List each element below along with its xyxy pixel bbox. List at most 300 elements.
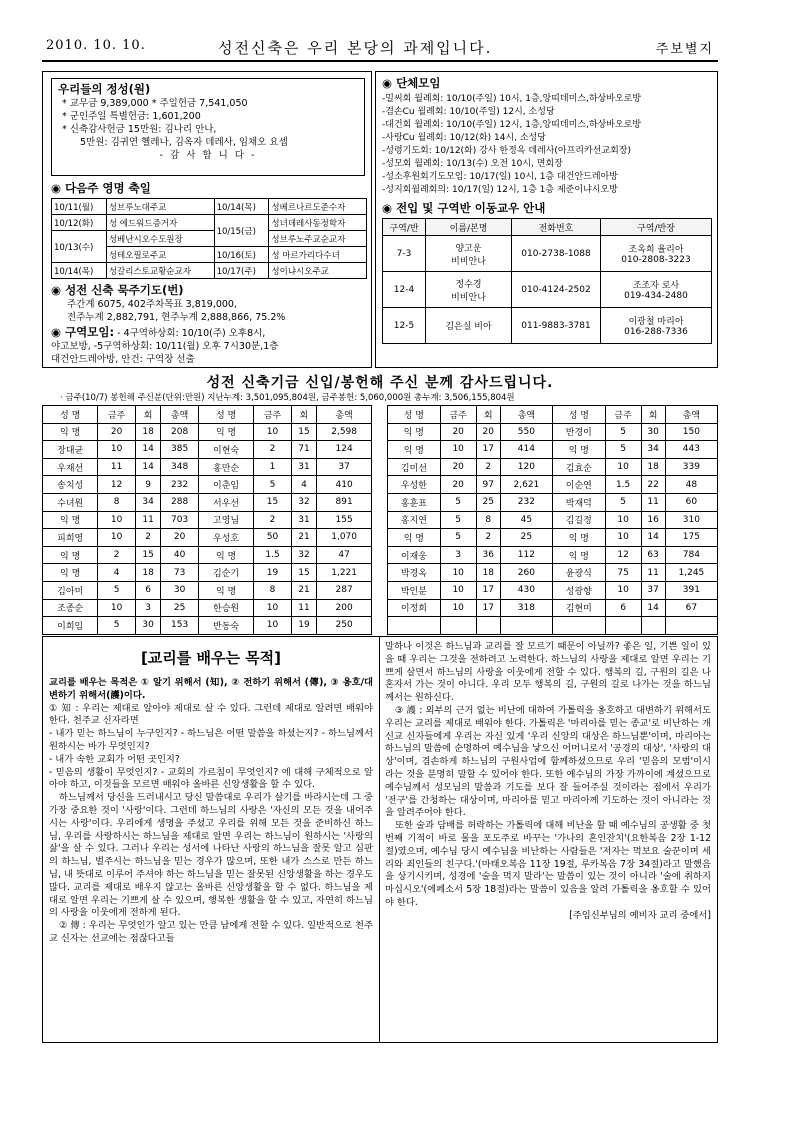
fund-cell: 22: [641, 476, 665, 494]
fund-cell: 12: [605, 546, 641, 564]
fund-cell: 11: [98, 458, 136, 476]
fund-table-right: [387, 405, 718, 635]
fund-summary: · 금주(10/7) 봉헌해 주신분(단위:만원) 지난누계: 3,501,095,804원, 금주봉헌: 5,060,000원 총누계: 3,506,155,804원: [60, 393, 515, 403]
col-header: 총액: [161, 406, 199, 424]
fund-cell: 5: [605, 493, 641, 511]
fund-cell: [665, 617, 717, 635]
article-paragraph: - 믿음의 생활이 무엇인지? - 교회의 가르침이 무엇인지? 에 대해 구체적으로 알아야 하고, 이것들을 모르면 배워야 올바른 신앙생활을 할 수 있다.: [49, 766, 373, 791]
table-row: [43, 529, 372, 547]
fund-cell: 김길정: [552, 511, 605, 529]
feast-saint: 성베난시오수도원장: [106, 231, 214, 247]
district-line: - 4구역하상회: 10/10(주) 오후8시,: [117, 328, 266, 339]
fund-cell: 박경옥: [388, 564, 441, 582]
table-row: [388, 476, 718, 494]
fund-cell: 71: [291, 441, 316, 459]
fund-cell: 2: [476, 529, 500, 547]
feast-date: 10/12(화): [52, 215, 107, 231]
fund-cell: 30: [641, 423, 665, 441]
fund-cell: 20: [440, 458, 476, 476]
move-leader: 조옥희 율리아: [628, 245, 684, 255]
feast-saint: 성브루노주교순교자: [269, 231, 367, 247]
fund-cell: 153: [161, 617, 199, 635]
fund-cell: 11: [641, 564, 665, 582]
offerings-box: [51, 78, 365, 176]
bullet-icon: ◉: [51, 325, 62, 339]
article-paragraph: 하느님께서 당신을 드러내시고 당신 말씀대로 우리가 살기를 바라시는데 그 중 가장 중요한 것이 '사랑'이다. 그런데 하느님의 사랑은 '자신의 모든 것을 내어주시는 사랑'이다. 우리에게 생명을 주셨고 우리를 위해 모든 것을 준비하신 하느님, 우리를 사랑하시는 하느님을 제대로 알면 우리는 하느님이 원하시는 '사랑의 삶'을 살 수 있다. 그러나 우리는 성서에 나타난 사랑의 하느님을 잘못 알고 심판의 하느님, 벌주시는 하느님을 믿는 경우가 많으며, 또한 내가 스스로 만든 하느님, 내 뜻대로 이루어 주셔야 하는 하느님을 믿는 잘못된 신앙생활을 하는 경우도 많다. 교리를 제대로 배우지 않고는 올바른 신앙생활을 할 수 없다. 하느님을 제대로 알면 우리는 기쁘게 살 수 있으며, 행복한 생활을 할 수 있고, 자연히 하느님의 사랑을 이웃에게 전하게 된다.: [49, 792, 373, 919]
fund-cell: 14: [135, 441, 160, 459]
fund-cell: 410: [317, 476, 372, 494]
table-row: [43, 441, 372, 459]
fund-cell: 익 명: [388, 441, 441, 459]
fund-cell: 2: [254, 441, 292, 459]
feast-date: 10/13(수): [52, 231, 107, 263]
fund-cell: 익 명: [388, 423, 441, 441]
fund-table-left: [42, 405, 372, 635]
table-row: [43, 599, 372, 617]
fund-cell: 11: [641, 493, 665, 511]
groups-title: 단체모임: [396, 76, 441, 90]
fund-cell: 21: [291, 529, 316, 547]
table-row: [43, 423, 372, 441]
feast-saint: 성 마르가리다수녀: [269, 247, 367, 263]
table-row: [388, 423, 718, 441]
fund-cell: 20: [440, 476, 476, 494]
table-row: [43, 564, 372, 582]
fund-cell: 5: [440, 493, 476, 511]
fund-cell: [440, 617, 476, 635]
move-baptism-name: 비비안나: [451, 256, 486, 267]
fund-cell: 250: [317, 617, 372, 635]
move-leader-phone: 010-2808-3223: [621, 255, 691, 265]
district-title: 구역모임:: [65, 325, 115, 339]
move-leader: 조조자 로사: [632, 281, 680, 291]
fund-cell: 이희임: [43, 617, 98, 635]
fund-cell: 150: [665, 423, 717, 441]
fund-cell: 5: [98, 617, 136, 635]
fund-cell: 4: [98, 564, 136, 582]
bullet-icon: ◉: [382, 76, 393, 90]
fund-cell: 287: [317, 581, 372, 599]
offering-line: * 군인주일 특별헌금: 1,601,200: [62, 111, 201, 122]
fund-cell: 10: [98, 511, 136, 529]
table-row: [388, 511, 718, 529]
col-header: 금주: [605, 406, 641, 424]
fund-title: 성전 신축기금 신입/봉헌해 주신 분께 감사드립니다.: [206, 375, 554, 391]
feast-date: 10/15(금): [214, 215, 269, 247]
article-paragraph: - 내가 속한 교회가 어떤 곳인지?: [49, 753, 180, 765]
col-header: 전화번호: [512, 219, 601, 236]
fund-cell: 고영님: [198, 511, 253, 529]
fund-cell: 348: [161, 458, 199, 476]
feast-date: 10/16(토): [214, 247, 269, 263]
fund-cell: 익 명: [198, 581, 253, 599]
fund-cell: 67: [665, 599, 717, 617]
fund-cell: 익 명: [198, 546, 253, 564]
table-row: [388, 617, 718, 635]
fund-cell: 208: [161, 423, 199, 441]
bulletin-tag: 주보별지: [655, 42, 714, 57]
fund-cell: 피희영: [43, 529, 98, 547]
fund-cell: 5: [605, 441, 641, 459]
fund-cell: 한승원: [198, 599, 253, 617]
group-meeting: -성지회월례회의: 10/17(일) 12시, 1층 1층 제준이냐시오방: [382, 185, 618, 195]
fund-cell: [552, 617, 605, 635]
fund-cell: 12: [98, 476, 136, 494]
fund-cell: 1,245: [665, 564, 717, 582]
table-row: [43, 511, 372, 529]
fund-cell: 30: [161, 581, 199, 599]
fund-cell: 10: [440, 441, 476, 459]
fund-cell: 우성한: [388, 476, 441, 494]
article-intro: 교리를 배우는 목적은 ① 알기 위해서 (知), ② 전하기 위해서 (傳), ③ 옹호/대변하기 위해서(護)이다.: [49, 677, 373, 701]
group-meeting: -대건회 월례회: 10/10(주일) 12시, 1층,앙띠데미스,하상바오로방: [382, 120, 642, 130]
fund-cell: 50: [254, 529, 292, 547]
fund-cell: 2: [254, 511, 292, 529]
fund-cell: 윤광식: [552, 564, 605, 582]
table-row: [388, 441, 718, 459]
feast-date: 10/14(목): [52, 263, 107, 279]
fund-cell: 32: [291, 546, 316, 564]
col-header: 총액: [500, 406, 552, 424]
offering-line: - 감 사 합 니 다 -: [159, 150, 257, 161]
fund-cell: 조종순: [43, 599, 98, 617]
col-header: 회: [291, 406, 316, 424]
fund-cell: 15: [254, 493, 292, 511]
moves-table: [382, 218, 712, 344]
article-paragraph: 또한 술과 담배를 허락하는 가톨릭에 대해 비난을 할 때 예수님의 공생활 중 첫 번째 기적이 바로 물을 포도주로 바꾸는 '가나의 혼인잔치'(요한복음 2장 1-12절)였으며, 예수님 당시 예수님을 비난하는 사람들은 '저자는 먹보요 술꾼이며 세리와 죄인들의 친구다.'(마태오복음 11장 19절, 루카복음 7장 34절)라고 말했음을 상기시키며, 성경에 '술을 먹지 말라'는 말씀이 있는 것이 아니라 '술에 취하지 마십시오'(에페소서 5장 18절)라는 말씀이 있음을 알려 가톨릭을 옹호할 수 있어야 한다.: [385, 820, 711, 908]
fund-cell: 6: [605, 599, 641, 617]
fund-cell: 9: [135, 476, 160, 494]
feast-title: 다음주 영명 축일: [65, 181, 151, 195]
feast-date: 10/14(목): [214, 199, 269, 215]
col-header: 총액: [317, 406, 372, 424]
fund-cell: 우재선: [43, 458, 98, 476]
fund-cell: 5: [440, 529, 476, 547]
fund-cell: 2: [98, 546, 136, 564]
fund-cell: 430: [500, 581, 552, 599]
fund-cell: 200: [317, 599, 372, 617]
fund-cell: 박재덕: [552, 493, 605, 511]
move-name: 김은실 비아: [445, 322, 492, 332]
fund-cell: 6: [135, 581, 160, 599]
fund-cell: 익 명: [198, 423, 253, 441]
fund-cell: 17: [476, 441, 500, 459]
feast-saint: 성 에드워드증거자: [106, 215, 214, 231]
fund-cell: 124: [317, 441, 372, 459]
fund-cell: 김미선: [388, 458, 441, 476]
group-meeting: -성소후원회기도모임: 10/17(일) 10시, 1층 대건안드레아방: [382, 172, 618, 182]
fund-cell: 10: [254, 599, 292, 617]
fund-cell: 장대균: [43, 441, 98, 459]
fund-cell: 5: [254, 476, 292, 494]
fund-cell: 18: [135, 564, 160, 582]
right-info-box: [375, 71, 718, 368]
move-baptism-name: 비비안나: [451, 292, 486, 303]
fund-cell: 10: [605, 458, 641, 476]
group-meeting: -밀씨회 월례회: 10/10(주일) 10시, 1층,앙띠데미스,하상바오로방: [382, 94, 642, 104]
fund-cell: 318: [500, 599, 552, 617]
table-row: [43, 617, 372, 635]
fund-cell: 10: [440, 599, 476, 617]
move-district: 12-4: [383, 272, 426, 308]
fund-cell: 34: [641, 441, 665, 459]
fund-cell: 익 명: [552, 546, 605, 564]
fund-cell: 36: [476, 546, 500, 564]
col-header: 금주: [440, 406, 476, 424]
fund-cell: 홍훈표: [388, 493, 441, 511]
fund-cell: 14: [135, 458, 160, 476]
fund-cell: 10: [605, 511, 641, 529]
fund-cell: 8: [254, 581, 292, 599]
move-name: 양고운: [455, 243, 482, 254]
fund-cell: 18: [135, 423, 160, 441]
fund-cell: 48: [665, 476, 717, 494]
article-box: [42, 636, 718, 1043]
rosary-line: 전주누계 2,882,791, 현주누계 2,888,866, 75.2%: [67, 312, 286, 323]
fund-cell: 19: [291, 617, 316, 635]
fund-cell: 20: [440, 423, 476, 441]
fund-cell: 703: [161, 511, 199, 529]
fund-cell: 19: [254, 564, 292, 582]
table-row: [388, 581, 718, 599]
col-header: 회: [135, 406, 160, 424]
col-header: 회: [476, 406, 500, 424]
fund-cell: 15: [291, 564, 316, 582]
fund-cell: 김효순: [552, 458, 605, 476]
table-row: [388, 493, 718, 511]
fund-cell: 17: [476, 599, 500, 617]
table-row: [43, 581, 372, 599]
fund-cell: 김아미: [43, 581, 98, 599]
fund-cell: 박인분: [388, 581, 441, 599]
move-name: 정수경: [455, 279, 482, 290]
fund-cell: 16: [641, 511, 665, 529]
article-title: [교리를 배우는 목적]: [140, 649, 282, 667]
fund-cell: 반동숙: [198, 617, 253, 635]
table-row: [388, 599, 718, 617]
fund-cell: 14: [641, 599, 665, 617]
fund-cell: 175: [665, 529, 717, 547]
page-header: [42, 32, 718, 62]
fund-cell: 이재웅: [388, 546, 441, 564]
col-header: 성 명: [198, 406, 253, 424]
feast-date: 10/11(월): [52, 199, 107, 215]
feast-saint: 성베르나르도준수자: [269, 199, 367, 215]
moves-title: 전입 및 구역반 이동교우 안내: [396, 201, 546, 215]
fund-cell: 31: [291, 511, 316, 529]
fund-cell: 익 명: [43, 564, 98, 582]
fund-cell: 232: [161, 476, 199, 494]
fund-cell: 4: [291, 476, 316, 494]
fund-cell: 5: [605, 423, 641, 441]
col-header: 금주: [254, 406, 292, 424]
bullet-icon: ◉: [382, 201, 393, 215]
fund-cell: 37: [641, 581, 665, 599]
group-meeting: -사랑Cu 월례회: 10/12(화) 14시, 소성당: [382, 133, 546, 143]
col-header: 성 명: [43, 406, 98, 424]
col-header: 금주: [98, 406, 136, 424]
group-meeting: -성령기도회: 10/12(화) 강사 한정옥 데레사(아프리카선교회장): [382, 146, 631, 156]
fund-cell: 익 명: [43, 511, 98, 529]
move-district: 12-5: [383, 308, 426, 344]
fund-cell: 1: [254, 458, 292, 476]
fund-cell: 10: [254, 423, 292, 441]
fund-cell: [388, 617, 441, 635]
fund-cell: 1,070: [317, 529, 372, 547]
fund-cell: 이순연: [552, 476, 605, 494]
col-header: 성 명: [552, 406, 605, 424]
fund-cell: 97: [476, 476, 500, 494]
group-meeting: -성모회 월례회: 10/13(수) 오전 10시, 면회장: [382, 159, 563, 169]
article-paragraph: ③ 護 : 외부의 근거 없는 비난에 대하여 가톨릭을 옹호하고 대변하기 위해서도 우리는 교리를 제대로 배워야 한다. 가톨릭은 '마리아를 믿는 종교'로 비난하는 개신교 신자들에게 우리는 자신 있게 '우리 신앙의 대상은 하느님뿐'이며, 마리아는 하느님의 말씀에 순명하여 예수님을 낳으신 어머니로서 '공경의 대상', '사랑의 대상'이며, 겸손하게 하느님의 구원사업에 함께하셨으므로 우리 '믿음의 모범'이시라는 것을 분명히 말할 수 있어야 한다. 또한 예수님의 가장 가까이에 계셨으므로 예수님께서 성모님의 말씀과 기도를 보다 잘 들어주실 것이라는 점에서 우리가 '전구'를 간청하는 대상이며, 마리아를 믿고 마리아께 기도하는 것이 아니라는 것을 알려주어야 한다.: [385, 704, 711, 819]
table-row: [388, 529, 718, 547]
fund-cell: 73: [161, 564, 199, 582]
offering-line: 5만원: 김귀연 헬레나, 김옥자 데레사, 임채오 요셉: [80, 137, 288, 148]
fund-cell: 2,598: [317, 423, 372, 441]
fund-cell: 40: [161, 546, 199, 564]
fund-cell: 414: [500, 441, 552, 459]
table-row: [43, 493, 372, 511]
fund-cell: 550: [500, 423, 552, 441]
col-header: 총액: [665, 406, 717, 424]
article-paragraph: ② 傳 : 우리는 무엇인가 알고 있는 만큼 남에게 전할 수 있다. 일반적으로 천주교 신자는 선교에는 점잖다고들: [49, 920, 373, 944]
move-phone: 010-2738-1088: [512, 236, 601, 272]
fund-cell: 2,621: [500, 476, 552, 494]
move-district: 7-3: [383, 236, 426, 272]
fund-cell: [500, 617, 552, 635]
move-leader-phone: 016-288-7336: [624, 327, 688, 337]
fund-cell: 891: [317, 493, 372, 511]
fund-cell: 25: [476, 493, 500, 511]
district-line: 대건안드레아방, 안건: 구역장 선출: [51, 354, 195, 365]
fund-cell: 2: [135, 529, 160, 547]
fund-cell: 25: [161, 599, 199, 617]
fund-cell: 31: [291, 458, 316, 476]
feast-saint: 성녀데레사동정학자: [269, 215, 367, 231]
fund-cell: 443: [665, 441, 717, 459]
fund-cell: 10: [98, 441, 136, 459]
fund-cell: 이현숙: [198, 441, 253, 459]
fund-cell: 3: [440, 546, 476, 564]
fund-cell: 1.5: [605, 476, 641, 494]
fund-cell: 20: [476, 423, 500, 441]
fund-cell: 수녀원: [43, 493, 98, 511]
feast-saint: 성테오필로주교: [106, 247, 214, 263]
fund-cell: 익 명: [43, 423, 98, 441]
col-header: 구역/반: [383, 219, 426, 236]
move-leader-phone: 019-434-2480: [624, 291, 688, 301]
fund-cell: 10: [440, 564, 476, 582]
fund-cell: 홍지연: [388, 511, 441, 529]
fund-cell: 반경이: [552, 423, 605, 441]
fund-cell: 10: [440, 581, 476, 599]
bullet-icon: ◉: [51, 283, 62, 297]
fund-cell: 5: [98, 581, 136, 599]
table-row: [43, 546, 372, 564]
move-phone: 010-4124-2502: [512, 272, 601, 308]
fund-cell: 1.5: [254, 546, 292, 564]
fund-cell: 37: [317, 458, 372, 476]
article-footer: [주임신부님의 예비자 교리 중에서]: [569, 909, 711, 921]
fund-cell: 3: [135, 599, 160, 617]
fund-cell: 34: [135, 493, 160, 511]
fund-cell: 10: [254, 617, 292, 635]
fund-cell: 익 명: [43, 546, 98, 564]
feast-saint: 성이냐시오주교: [269, 263, 367, 279]
fund-cell: 2: [476, 458, 500, 476]
fund-cell: 홍만순: [198, 458, 253, 476]
fund-cell: 20: [161, 529, 199, 547]
fund-cell: 25: [500, 529, 552, 547]
fund-cell: 15: [291, 423, 316, 441]
col-header: 성 명: [388, 406, 441, 424]
fund-cell: 김현미: [552, 599, 605, 617]
fund-cell: [641, 617, 665, 635]
table-row: [388, 564, 718, 582]
rosary-line: 주간계 6075, 402주차목표 3,819,000,: [67, 299, 237, 310]
fund-cell: 서우선: [198, 493, 253, 511]
fund-cell: 784: [665, 546, 717, 564]
fund-cell: 288: [161, 493, 199, 511]
rosary-title: 성전 신축 묵주기도(번): [65, 283, 184, 297]
left-info-box: [42, 71, 372, 368]
fund-cell: 8: [98, 493, 136, 511]
fund-cell: [605, 617, 641, 635]
col-header: 이름/본명: [426, 219, 512, 236]
group-meeting: -겸손Cu 월례회: 10/10(주일) 12시, 소성당: [382, 107, 555, 117]
fund-cell: 260: [500, 564, 552, 582]
table-row: [43, 476, 372, 494]
fund-cell: 10: [605, 529, 641, 547]
fund-cell: 60: [665, 493, 717, 511]
fund-cell: 익 명: [388, 529, 441, 547]
page-title: 성전신축은 우리 본당의 과제입니다.: [218, 39, 493, 57]
fund-cell: 391: [665, 581, 717, 599]
fund-cell: 14: [641, 529, 665, 547]
fund-cell: 112: [500, 546, 552, 564]
fund-cell: 310: [665, 511, 717, 529]
offerings-title: 우리들의 정성(원): [58, 82, 151, 96]
feast-saint: 성갈리스토교황순교자: [106, 263, 214, 279]
fund-cell: 47: [317, 546, 372, 564]
fund-cell: 21: [291, 581, 316, 599]
feast-saint: 성브루노대주교: [106, 199, 214, 215]
fund-cell: 익 명: [552, 441, 605, 459]
fund-cell: 8: [476, 511, 500, 529]
fund-cell: 11: [291, 599, 316, 617]
article-paragraph: 말하나 이것은 하느님과 교리를 잘 모르기 때문이 아닐까? 좋은 일, 기쁜 일이 있을 때 우리는 그것을 전하려고 노력한다. 하느님의 사랑을 제대로 알면 우리는 기쁘게 살면서 하느님의 사랑을 이웃에게 전할 수 있다. 행복의 길, 구원의 길은 나 혼자서 가는 것이 아니다. 우리 모두 행복의 길, 구원의 길로 나가는 것을 하느님께서는 원하신다.: [385, 641, 711, 704]
move-leader: 이광철 마리아: [628, 317, 684, 327]
fund-cell: 10: [605, 581, 641, 599]
fund-cell: 155: [317, 511, 372, 529]
table-row: [43, 458, 372, 476]
fund-cell: 성광향: [552, 581, 605, 599]
district-line: 야고보방, -5구역하상회: 10/11(월) 오후 7시30분,1층: [51, 341, 279, 352]
fund-cell: 송치성: [43, 476, 98, 494]
fund-cell: 이정희: [388, 599, 441, 617]
offering-line: * 교무금 9,389,000 * 주일헌금 7,541,050: [62, 98, 248, 109]
fund-cell: 32: [291, 493, 316, 511]
article-paragraph: - 내가 믿는 하느님이 누구인지? - 하느님은 어떤 말씀을 하셨는지? - 하느님께서 원하시는 바가 무엇인지?: [49, 728, 373, 752]
fund-cell: 18: [476, 564, 500, 582]
fund-cell: 20: [98, 423, 136, 441]
fund-cell: 김순기: [198, 564, 253, 582]
offering-line: * 신축감사헌금 15만원: 김나리 안나,: [62, 124, 217, 135]
fund-cell: 우성호: [198, 529, 253, 547]
fund-cell: 익 명: [552, 529, 605, 547]
issue-date: 2010. 10. 10.: [46, 38, 146, 53]
feast-date: 10/17(주): [214, 263, 269, 279]
